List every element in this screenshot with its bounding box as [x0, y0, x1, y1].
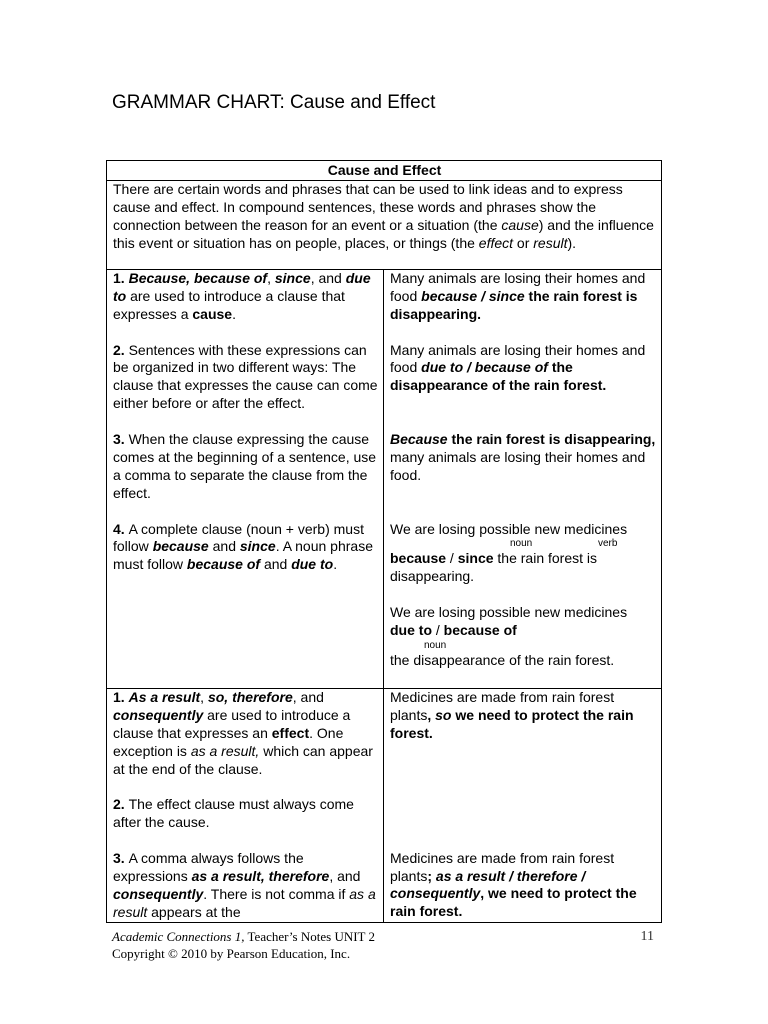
- cause-rule-2: [113, 342, 378, 414]
- text-run: A complete clause (noun + verb) must follow: [113, 520, 364, 555]
- effect-rule-2: [113, 796, 378, 832]
- cause-examples-cell: [384, 269, 662, 688]
- text-run: because: [390, 550, 447, 567]
- cause-example-5-line: We are losing possible new medicines: [390, 604, 628, 621]
- text-run: As a result: [128, 688, 201, 705]
- text-run: appears at the: [147, 903, 241, 920]
- cause-rule-1: [113, 270, 378, 324]
- text-run: When the clause expressing the cause comes at the beginning of a sentence, use a comma to separate the clause from the effect.: [113, 431, 377, 501]
- text-run: consequently: [113, 706, 204, 723]
- text-run: as a result,: [190, 742, 260, 759]
- cause-example-2: [390, 342, 656, 396]
- text-run: because: [152, 538, 209, 555]
- text-run: cause: [192, 305, 233, 322]
- text-run: as a result / therefore / consequently: [390, 867, 586, 902]
- text-run: /: [432, 622, 444, 639]
- cause-rule-3: [113, 431, 378, 503]
- text-run: A comma always follows the expressions: [113, 850, 304, 884]
- effect-rule-1: [113, 689, 378, 779]
- text-run: Because: [390, 431, 448, 448]
- text-run: because of: [443, 622, 517, 639]
- cause-example-1: [390, 270, 656, 324]
- text-run: Many animals are losing their homes and food: [390, 269, 646, 304]
- text-run: the disappearance of the rain forest.: [390, 359, 607, 394]
- cause-example-3: [390, 431, 656, 485]
- text-run: as a result: [113, 885, 376, 920]
- text-run: ,: [427, 706, 436, 723]
- text-run: Medicines are made from rain forest plants: [390, 849, 615, 884]
- text-run: or: [513, 234, 534, 251]
- cause-example-4-rest: [390, 550, 656, 586]
- text-run: ).: [567, 234, 577, 251]
- text-run: are used to introduce a clause that expresses an: [113, 706, 351, 741]
- effect-rule-3: [113, 850, 378, 922]
- unit-label: Teacher’s Notes UNIT 2: [244, 929, 376, 944]
- text-run: The effect clause must always come after the cause.: [113, 796, 354, 831]
- text-run: as a result, therefore: [191, 867, 330, 884]
- footer-line-1: [112, 928, 654, 945]
- page-number: 11: [640, 929, 654, 944]
- text-run: .: [333, 556, 338, 573]
- text-run: . There is not comma if: [203, 885, 350, 902]
- text-run: Medicines are made from rain forest plants: [390, 688, 615, 723]
- verb-label: verb: [598, 538, 618, 550]
- text-run: ;: [427, 867, 436, 884]
- text-run: Many animals are losing their homes and food: [390, 341, 646, 376]
- text-run: ,: [267, 269, 275, 286]
- text-run: 1.: [113, 269, 129, 286]
- text-run: , and: [329, 867, 361, 884]
- text-run: which can appear at the end of the clause.: [113, 742, 373, 777]
- noun-label: noun: [510, 538, 533, 550]
- intro-text: [113, 181, 656, 253]
- text-run: 3.: [113, 431, 129, 448]
- text-run: since: [457, 550, 494, 567]
- text-run: are used to introduce a clause that expresses a: [113, 287, 345, 322]
- text-run: the rain forest is disappearing.: [390, 287, 638, 322]
- text-run: , and: [292, 688, 324, 705]
- text-run: ) and the influence this event or situation has on people, places, or things (the: [113, 216, 654, 251]
- text-run: 2.: [113, 341, 129, 358]
- text-run: . One exception is: [113, 724, 344, 759]
- text-run: .: [232, 305, 236, 322]
- cause-example-4-line: We are losing possible new medicines: [390, 520, 628, 537]
- text-run: because of: [186, 556, 261, 573]
- text-run: , we need to protect the rain forest.: [390, 885, 637, 920]
- text-run: ,: [200, 688, 208, 705]
- text-run: Because, because of: [128, 269, 268, 286]
- text-run: 3.: [113, 850, 129, 867]
- book-title: Academic Connections 1,: [112, 929, 245, 944]
- cause-example-5-connector: [390, 622, 656, 640]
- effect-examples-cell: [384, 688, 662, 922]
- grammar-table: [106, 160, 662, 923]
- text-run: 2.: [113, 796, 129, 813]
- text-run: the rain forest is disappearing.: [390, 550, 598, 585]
- text-run: 4.: [113, 520, 129, 537]
- text-run: many animals are losing their homes and food.: [390, 448, 646, 483]
- text-run: due to: [291, 556, 334, 573]
- text-run: the rain forest is disappearing,: [447, 431, 656, 448]
- text-run: since: [274, 269, 311, 286]
- text-run: because / since: [421, 287, 525, 304]
- text-run: due to / because of: [421, 359, 548, 376]
- cause-rules-cell: [107, 269, 384, 688]
- noun-annotation: [390, 640, 656, 652]
- text-run: cause: [501, 216, 539, 233]
- copyright: Copyright © 2010 by Pearson Education, Inc.: [112, 946, 351, 961]
- text-run: so: [435, 706, 452, 723]
- text-run: . A noun phrase must follow: [113, 538, 373, 573]
- text-run: effect: [271, 724, 310, 741]
- text-run: and: [208, 538, 240, 555]
- text-run: 1.: [113, 688, 129, 705]
- text-run: result: [533, 234, 568, 251]
- noun-verb-annotation: [390, 538, 656, 550]
- text-run: Sentences with these expressions can be organized in two different ways: The clause that expresses the cause can come either before or after the effect.: [113, 341, 378, 412]
- noun-label-2: noun: [424, 639, 447, 651]
- text-run: so, therefore: [207, 688, 293, 705]
- effect-example-2: [390, 850, 656, 922]
- text-run: effect: [478, 234, 514, 251]
- effect-rules-cell: [107, 688, 384, 922]
- table-header: Cause and Effect: [107, 161, 662, 181]
- page-title: GRAMMAR CHART: Cause and Effect: [112, 92, 436, 113]
- text-run: There are certain words and phrases that can be used to link ideas and to express cause and effect. In compound sentences, these words and phrases show the connection between the reason for an event or a situation (the: [113, 180, 623, 233]
- text-run: and: [260, 556, 292, 573]
- cause-rule-4: [113, 521, 378, 575]
- page-footer: [112, 928, 654, 962]
- text-run: due to: [113, 269, 371, 304]
- effect-example-1: [390, 689, 656, 743]
- text-run: due to: [390, 622, 432, 639]
- cause-example-5-end: the disappearance of the rain forest.: [390, 651, 615, 668]
- text-run: consequently: [113, 885, 204, 902]
- text-run: we need to protect the rain forest.: [390, 706, 634, 741]
- text-run: since: [239, 538, 276, 555]
- intro-cell: [107, 180, 662, 269]
- text-run: , and: [310, 269, 346, 286]
- text-run: /: [446, 550, 458, 567]
